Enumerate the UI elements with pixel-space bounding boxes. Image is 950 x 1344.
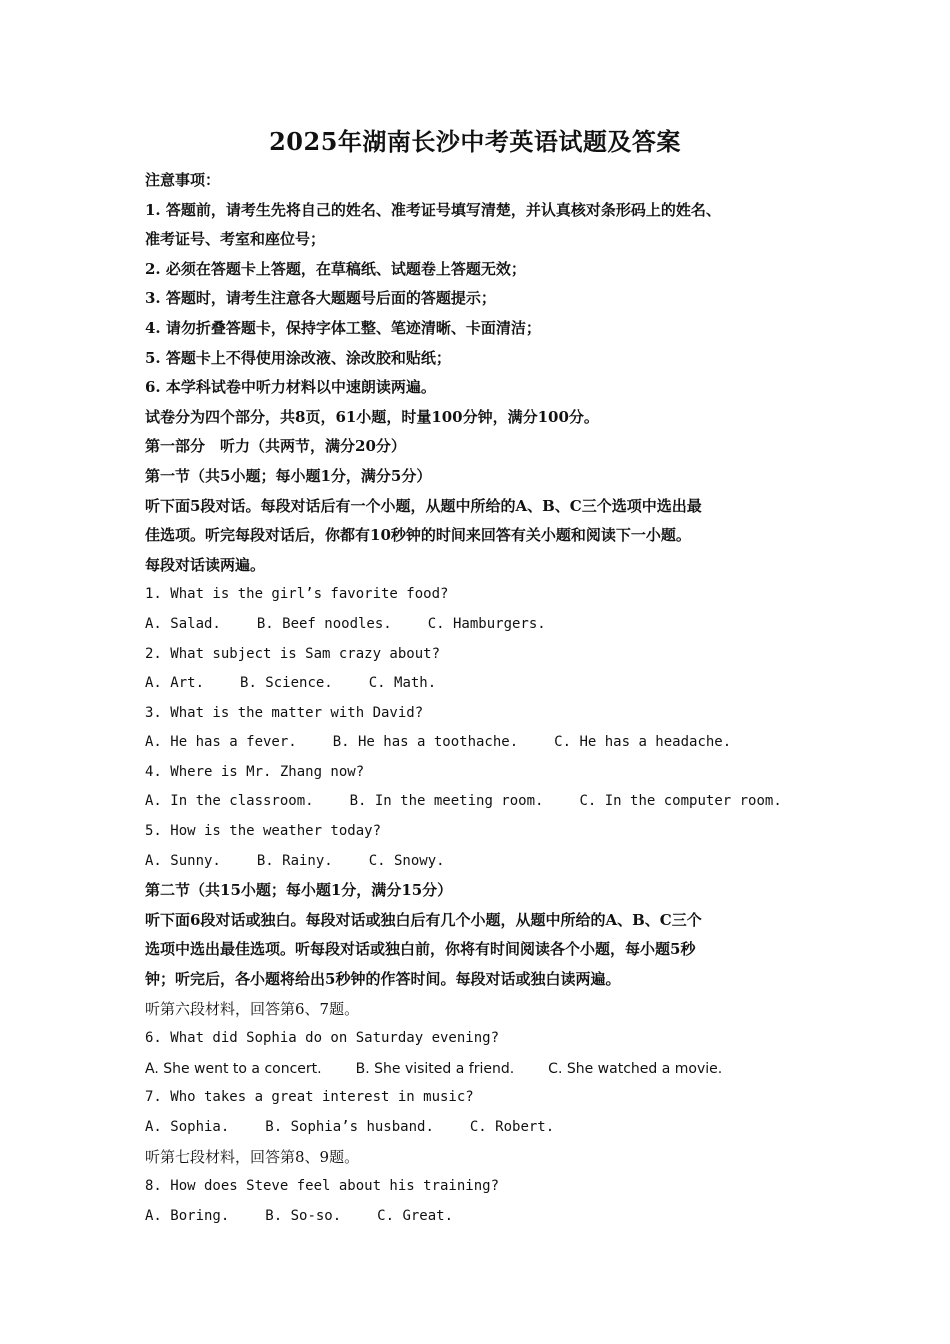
question-3: 3. What is the matter with David? — [145, 704, 424, 721]
option-a: A. Sophia. — [145, 1119, 230, 1135]
question-7-options — [145, 1113, 775, 1143]
material-7-note: 听第七段材料，回答第8、9题。 — [145, 1147, 360, 1166]
question-3-options — [145, 728, 775, 758]
option-c: C. Math. — [368, 675, 437, 692]
section2-heading: 第二节（共15小题；每小题1分，满分15分） — [145, 881, 453, 900]
section2-instruction: 选项中选出最佳选项。听每段对话或独白前，你将有时间阅读各个小题，每小题5秒 — [145, 940, 696, 959]
option-c: C. Great. — [377, 1207, 454, 1224]
question-5: 5. How is the weather today? — [145, 823, 382, 840]
option-b: B. He has a toothache. — [332, 734, 519, 751]
option-a: A. Sunny. — [145, 852, 221, 869]
material-6-note: 听第六段材料，回答第6、7题。 — [145, 999, 360, 1018]
option-b: B. Rainy. — [256, 852, 333, 869]
option-b: B. She visited a friend. — [355, 1060, 515, 1077]
option-b: B. In the meeting room. — [349, 793, 544, 810]
part1-heading: 第一部分 听力（共两节，满分20分） — [145, 437, 406, 456]
option-b: B. So-so. — [265, 1207, 342, 1224]
notice-item: 准考证号、考室和座位号； — [145, 230, 326, 249]
option-c: C. Hamburgers. — [427, 615, 546, 632]
question-6-options — [145, 1054, 775, 1084]
option-b: B. Beef noodles. — [256, 615, 392, 632]
question-2-options — [145, 669, 775, 699]
option-c: C. He has a headache. — [554, 734, 732, 751]
section2-instruction: 听下面6段对话或独白。每段对话或独白后有几个小题，从题中所给的A、B、C三个 — [145, 910, 702, 929]
question-1-options — [145, 610, 775, 640]
question-8: 8. How does Steve feel about his training? — [145, 1178, 500, 1195]
notice-heading: 注意事项： — [145, 171, 221, 189]
notice-item: 3. 答题时，请考生注意各大题题号后面的答题提示； — [145, 289, 496, 308]
question-7: 7. Who takes a great interest in music? — [145, 1089, 474, 1106]
option-a: A. He has a fever. — [145, 734, 297, 751]
section2-instruction: 钟；听完后，各小题将给出5秒钟的作答时间。每段对话或独白读两遍。 — [145, 970, 621, 989]
notice-item: 5. 答题卡上不得使用涂改液、涂改胶和贴纸； — [145, 348, 451, 367]
document-title: 2025年湖南长沙中考英语试题及答案 — [269, 127, 681, 156]
option-c: C. In the computer room. — [579, 793, 782, 810]
question-6: 6. What did Sophia do on Saturday evening? — [145, 1030, 500, 1047]
question-1: 1. What is the girl’s favorite food? — [145, 586, 449, 603]
option-b: B. Sophia’s husband. — [265, 1119, 434, 1135]
notice-item: 1. 答题前，请考生先将自己的姓名、准考证号填写清楚，并认真核对条形码上的姓名、 — [145, 200, 721, 219]
question-4-options — [145, 787, 782, 817]
option-b: B. Science. — [240, 675, 333, 692]
question-2: 2. What subject is Sam crazy about? — [145, 645, 441, 662]
section1-heading: 第一节（共5小题；每小题1分，满分5分） — [145, 466, 432, 485]
exam-summary: 试卷分为四个部分，共8页，61小题，时量100分钟，满分100分。 — [145, 407, 599, 426]
option-a: A. Salad. — [145, 615, 221, 632]
option-a: A. She went to a concert. — [145, 1060, 322, 1077]
option-a: A. Boring. — [145, 1207, 230, 1224]
document-body — [145, 166, 782, 1231]
section1-instruction: 每段对话读两遍。 — [145, 555, 266, 574]
option-a: A. Art. — [145, 675, 205, 692]
option-c: C. Snowy. — [368, 852, 445, 869]
option-a: A. In the classroom. — [145, 793, 314, 810]
question-4: 4. Where is Mr. Zhang now? — [145, 763, 365, 780]
question-8-options — [145, 1202, 775, 1232]
notice-item: 2. 必须在答题卡上答题，在草稿纸、试题卷上答题无效； — [145, 259, 526, 278]
option-c: C. Robert. — [469, 1119, 555, 1135]
question-5-options — [145, 847, 775, 877]
option-c: C. She watched a movie. — [548, 1060, 723, 1077]
notice-item: 6. 本学科试卷中听力材料以中速朗读两遍。 — [145, 378, 436, 397]
section1-instruction: 佳选项。听完每段对话后，你都有10秒钟的时间来回答有关小题和阅读下一小题。 — [145, 526, 691, 545]
section1-instruction: 听下面5段对话。每段对话后有一个小题，从题中所给的A、B、C三个选项中选出最 — [145, 496, 702, 515]
notice-item: 4. 请勿折叠答题卡，保持字体工整、笔迹清晰、卡面清洁； — [145, 318, 541, 337]
